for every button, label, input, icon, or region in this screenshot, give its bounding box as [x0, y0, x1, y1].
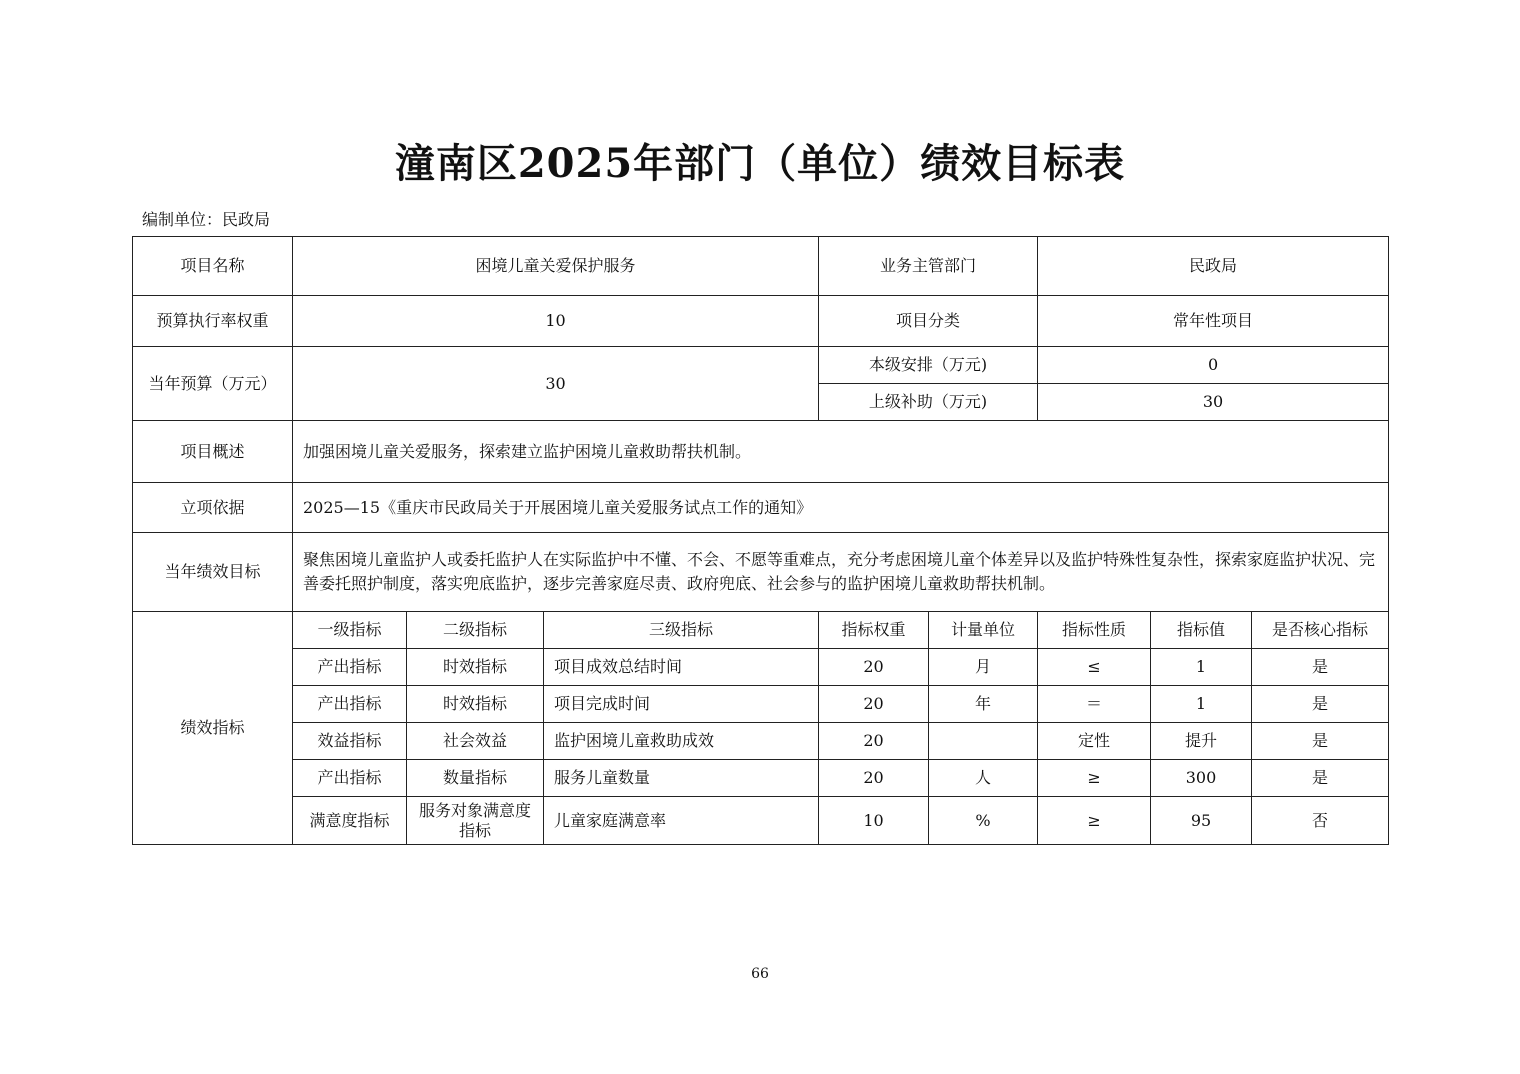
header-nature: 指标性质	[1038, 612, 1151, 649]
indicator-row	[133, 649, 1389, 686]
indicator-value: 95	[1151, 797, 1252, 845]
indicator-level3: 服务儿童数量	[544, 760, 819, 797]
indicator-core: 否	[1252, 797, 1389, 845]
indicator-level2: 数量指标	[407, 760, 544, 797]
indicator-level1: 满意度指标	[293, 797, 407, 845]
indicator-level3: 儿童家庭满意率	[544, 797, 819, 845]
indicator-row	[133, 723, 1389, 760]
overview-value: 加强困境儿童关爱服务，探索建立监护困境儿童救助帮扶机制。	[293, 421, 1389, 483]
indicator-row	[133, 686, 1389, 723]
local-value: 0	[1038, 347, 1389, 384]
subsidy-label: 上级补助（万元)	[819, 384, 1038, 421]
project-name-label: 项目名称	[133, 237, 293, 296]
indicator-level2: 时效指标	[407, 686, 544, 723]
indicator-level1: 产出指标	[293, 760, 407, 797]
page-title: 潼南区2025年部门（单位）绩效目标表	[394, 140, 1126, 187]
indicator-level1: 产出指标	[293, 686, 407, 723]
project-name-value: 困境儿童关爱保护服务	[293, 237, 819, 296]
row-annual-budget	[133, 347, 1389, 384]
indicator-nature: ≥	[1038, 797, 1151, 845]
indicator-row	[133, 797, 1389, 845]
dept-value: 民政局	[1038, 237, 1389, 296]
indicator-core: 是	[1252, 686, 1389, 723]
indicator-unit: %	[929, 797, 1038, 845]
indicator-weight: 20	[819, 723, 929, 760]
indicator-core: 是	[1252, 723, 1389, 760]
row-budget-rate	[133, 296, 1389, 347]
indicators-label: 绩效指标	[133, 612, 293, 845]
annual-budget-label: 当年预算（万元）	[133, 347, 293, 421]
indicator-value: 1	[1151, 686, 1252, 723]
budget-rate-label: 预算执行率权重	[133, 296, 293, 347]
indicator-header-row	[133, 612, 1389, 649]
indicator-value: 300	[1151, 760, 1252, 797]
header-core: 是否核心指标	[1252, 612, 1389, 649]
indicator-value: 提升	[1151, 723, 1252, 760]
row-annual-goal	[133, 533, 1389, 612]
row-overview	[133, 421, 1389, 483]
indicator-level1: 产出指标	[293, 649, 407, 686]
indicator-level3: 监护困境儿童救助成效	[544, 723, 819, 760]
indicator-level1: 效益指标	[293, 723, 407, 760]
indicator-core: 是	[1252, 760, 1389, 797]
header-level2: 二级指标	[407, 612, 544, 649]
indicator-unit: 人	[929, 760, 1038, 797]
indicator-unit	[929, 723, 1038, 760]
category-value: 常年性项目	[1038, 296, 1389, 347]
overview-label: 项目概述	[133, 421, 293, 483]
indicator-weight: 20	[819, 760, 929, 797]
page-number: 66	[751, 966, 769, 982]
indicator-unit: 年	[929, 686, 1038, 723]
indicator-weight: 20	[819, 649, 929, 686]
annual-goal-value: 聚焦困境儿童监护人或委托监护人在实际监护中不懂、不会、不愿等重难点，充分考虑困境儿童个体差异以及监护特殊性复杂性，探索家庭监护状况、完善委托照护制度，落实兜底监护，逐步完善家庭尽责、政府兜底、社会参与的监护困境儿童救助帮扶机制。	[293, 533, 1389, 612]
indicator-unit: 月	[929, 649, 1038, 686]
indicator-level3: 项目完成时间	[544, 686, 819, 723]
annual-goal-label: 当年绩效目标	[133, 533, 293, 612]
basis-label: 立项依据	[133, 483, 293, 533]
indicator-weight: 20	[819, 686, 929, 723]
basis-value: 2025—15《重庆市民政局关于开展困境儿童关爱服务试点工作的通知》	[293, 483, 1389, 533]
category-label: 项目分类	[819, 296, 1038, 347]
subsidy-value: 30	[1038, 384, 1389, 421]
performance-table	[132, 236, 1389, 845]
indicator-nature: ≥	[1038, 760, 1151, 797]
indicator-nature: ≤	[1038, 649, 1151, 686]
header-weight: 指标权重	[819, 612, 929, 649]
row-project-name	[133, 237, 1389, 296]
indicator-nature: ＝	[1038, 686, 1151, 723]
indicator-core: 是	[1252, 649, 1389, 686]
header-unit: 计量单位	[929, 612, 1038, 649]
header-value: 指标值	[1151, 612, 1252, 649]
annual-budget-value: 30	[293, 347, 819, 421]
indicator-nature: 定性	[1038, 723, 1151, 760]
indicator-level2: 时效指标	[407, 649, 544, 686]
indicator-value: 1	[1151, 649, 1252, 686]
header-level1: 一级指标	[293, 612, 407, 649]
indicator-level3: 项目成效总结时间	[544, 649, 819, 686]
indicator-weight: 10	[819, 797, 929, 845]
header-level3: 三级指标	[544, 612, 819, 649]
indicator-row	[133, 760, 1389, 797]
row-basis	[133, 483, 1389, 533]
compile-unit: 编制单位：民政局	[142, 210, 271, 229]
indicator-level2: 社会效益	[407, 723, 544, 760]
local-label: 本级安排（万元)	[819, 347, 1038, 384]
indicator-level2: 服务对象满意度指标	[407, 797, 544, 845]
budget-rate-value: 10	[293, 296, 819, 347]
dept-label: 业务主管部门	[819, 237, 1038, 296]
